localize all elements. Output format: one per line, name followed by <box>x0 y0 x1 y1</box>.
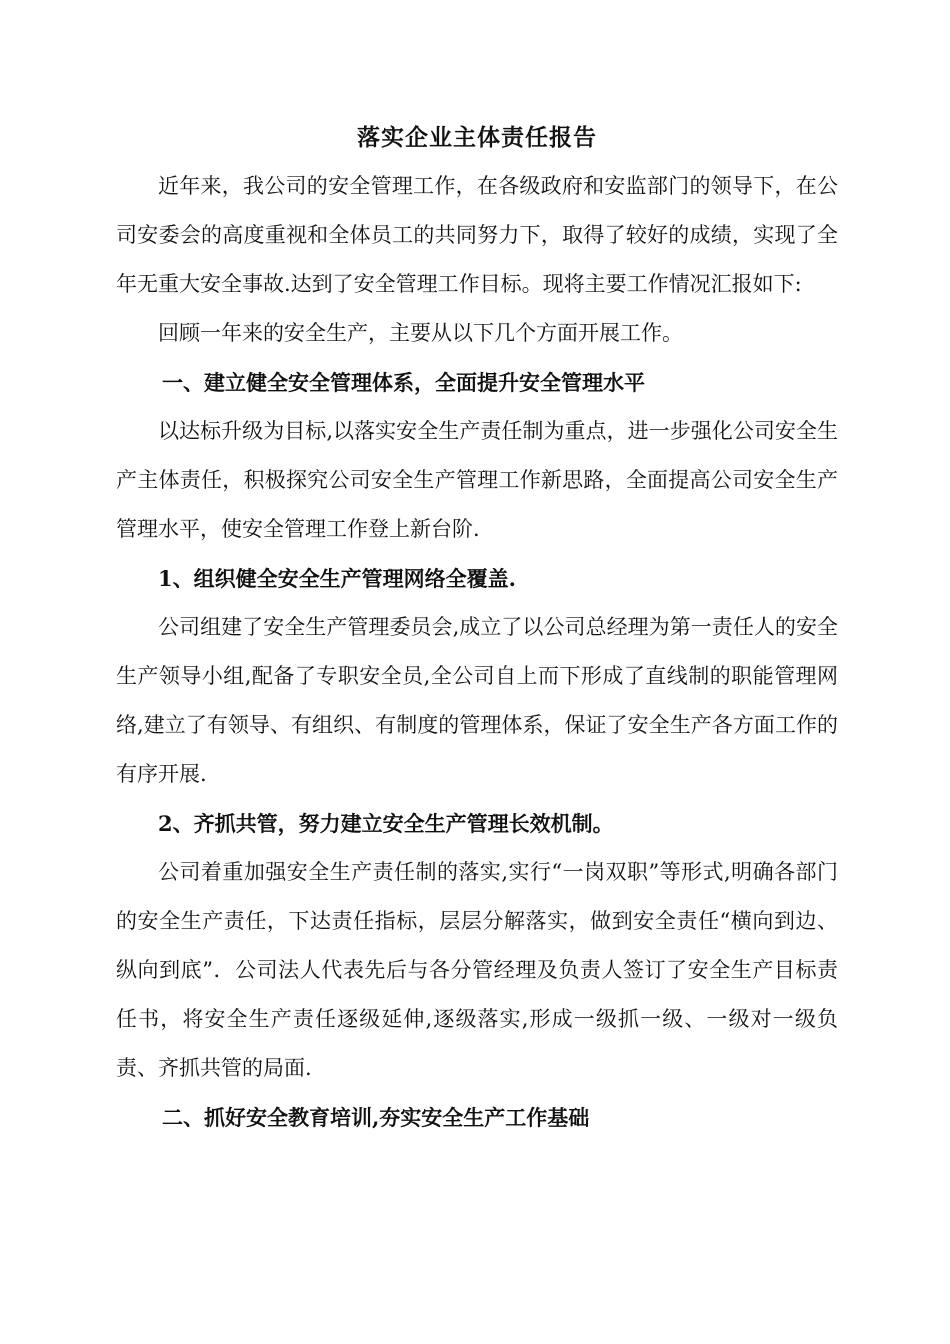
subsection2-heading: 2、齐抓共管，努力建立安全生产管理长效机制。 <box>158 811 614 836</box>
section1-heading: 一、建立健全安全管理体系，全面提升安全管理水平 <box>162 370 645 395</box>
intro-paragraph: 近年来，我公司的安全管理工作，在各级政府和安监部门的领导下，在公司安委会的高度重视和全体员工的共同努力下，取得了较好的成绩，实现了全年无重大安全事故.达到了安全管理工作目标。现将主要工作情况汇报如下: <box>116 174 838 296</box>
section1-paragraph: 以达标升级为目标,以落实安全生产责任制为重点，进一步强化公司安全生产主体责任，积极探究公司安全生产管理工作新思路，全面提高公司安全生产管理水平，使安全管理工作登上新台阶. <box>116 419 838 541</box>
subsection2-paragraph: 公司着重加强安全生产责任制的落实,实行“一岗双职”等形式,明确各部门的安全生产责任，下达责任指标，层层分解落实，做到安全责任“横向到边、纵向到底”．公司法人代表先后与各分管经理及负责人签订了安全生产目标责任书，将安全生产责任逐级延伸,逐级落实,形成一级抓一级、一级对一级负责、齐抓共管的局面. <box>116 860 838 1080</box>
review-paragraph: 回顾一年来的安全生产，主要从以下几个方面开展工作。 <box>158 321 683 345</box>
section2-heading: 二、抓好安全教育培训,夯实安全生产工作基础 <box>162 1105 590 1130</box>
subsection1-heading: 1、组织健全安全生产管理网络全覆盖. <box>158 566 516 591</box>
subsection1-paragraph: 公司组建了安全生产管理委员会,成立了以公司总经理为第一责任人的安全生产领导小组,配备了专职安全员,全公司自上而下形成了直线制的职能管理网络,建立了有领导、有组织、有制度的管理体系，保证了安全生产各方面工作的有序开展. <box>116 615 838 786</box>
document-title: 落实企业主体责任报告 <box>357 124 597 151</box>
document-page <box>116 118 838 1142</box>
